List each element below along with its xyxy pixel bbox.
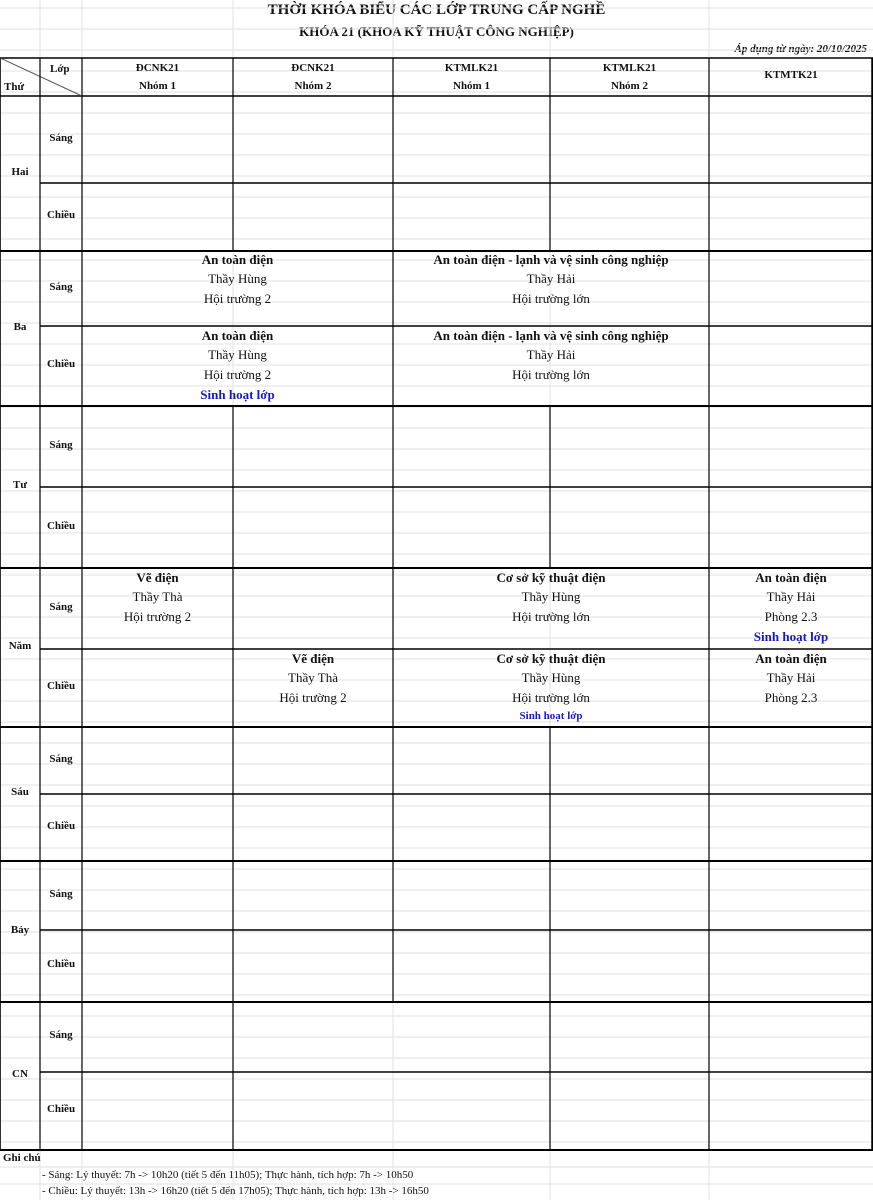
subject-nam_chieu_ktml: Cơ sở kỹ thuật điện [496,651,606,666]
subject-nam_sang_ktml: Cơ sở kỹ thuật điện [496,570,606,585]
teacher-nam_chieu_dcn2: Thầy Thà [288,670,338,685]
day-label-cn: CN [12,1068,28,1080]
subject-ba_sang_dcn: An toàn điện [201,252,274,267]
day-label-sau: Sáu [11,786,29,798]
room-nam_chieu_ktmt: Phòng 2.3 [764,690,818,705]
notes-line-afternoon: - Chiều: Lý thuyết: 13h -> 16h20 (tiết 5 đến 17h05); Thực hành, tích hợp: 13h -> 16h50 [42,1185,429,1197]
class-group-3: Nhóm 1 [453,80,490,92]
header-class-label: Lớp [50,63,70,75]
room-ba_chieu_dcn: Hội trường 2 [203,367,272,382]
session-afternoon-tu: Chiều [46,519,76,532]
session-morning-nam: Sáng [49,600,73,613]
header-day-label: Thứ [4,81,25,93]
teacher-ba_chieu_ktml: Thầy Hải [526,347,576,362]
room-nam_sang_ktmt: Phòng 2.3 [764,609,818,624]
teacher-ba_sang_dcn: Thầy Hùng [208,271,267,286]
room-nam_sang_ktml: Hội trường lớn [512,609,590,624]
subject-nam_sang_ktmt: An toàn điện [755,570,827,585]
session-afternoon-sau: Chiều [46,819,76,832]
teacher-ba_chieu_dcn: Thầy Hùng [208,347,267,362]
notes-heading: Ghi chú [3,1152,41,1164]
page-subtitle: KHÓA 21 (KHOA KỸ THUẬT CÔNG NGHIỆP) [299,24,574,39]
class-meeting-nam_sang_ktmt: Sinh hoạt lớp [753,629,829,644]
teacher-nam_sang_ktml: Thầy Hùng [521,589,581,604]
class-header-4: KTMLK21 [602,62,657,74]
session-afternoon-ba: Chiều [46,358,76,370]
session-morning-sau: Sáng [49,752,73,765]
class-header-2: ĐCNK21 [291,62,335,74]
class-meeting-nam_chieu_ktml: Sinh hoạt lớp [519,710,583,722]
room-ba_sang_dcn: Hội trường 2 [203,291,272,306]
notes-line-morning: - Sáng: Lý thuyết: 7h -> 10h20 (tiết 5 đến 11h05); Thực hành, tích hợp: 7h -> 10h50 [42,1169,414,1181]
session-morning-bay: Sáng [49,887,73,900]
room-nam_chieu_ktml: Hội trường lớn [512,690,590,705]
session-afternoon-cn: Chiều [46,1103,76,1115]
session-morning-hai: Sáng [49,131,73,144]
teacher-nam_chieu_ktmt: Thầy Hải [766,670,816,685]
session-morning-ba: Sáng [49,280,73,293]
class-group-2: Nhóm 2 [294,80,332,92]
teacher-nam_chieu_ktml: Thầy Hùng [521,670,581,685]
room-nam_sang_dcn1: Hội trường 2 [123,609,192,624]
room-ba_sang_ktml: Hội trường lớn [512,291,590,306]
session-morning-tu: Sáng [49,438,73,451]
subject-ba_sang_ktml: An toàn điện - lạnh và vệ sinh công nghiệp [433,252,669,267]
session-afternoon-bay: Chiều [46,958,76,970]
teacher-nam_sang_dcn1: Thầy Thà [132,589,183,604]
day-label-bay: Bảy [10,923,30,936]
session-afternoon-nam: Chiều [46,680,76,692]
day-label-hai: Hai [11,165,29,178]
class-group-4: Nhóm 2 [611,80,648,92]
session-afternoon-hai: Chiều [46,209,76,221]
day-label-ba: Ba [13,320,27,333]
room-ba_chieu_ktml: Hội trường lớn [512,367,590,382]
class-header-3: KTMLK21 [444,62,499,74]
subject-ba_chieu_dcn: An toàn điện [201,328,274,343]
session-morning-cn: Sáng [49,1029,73,1041]
subject-nam_chieu_ktmt: An toàn điện [755,651,827,666]
applied-date: Áp dụng từ ngày: 20/10/2025 [734,43,867,55]
class-group-1: Nhóm 1 [139,80,176,92]
day-label-nam: Năm [8,639,32,652]
page-title: THỜI KHÓA BIỂU CÁC LỚP TRUNG CẤP NGHỀ [267,2,606,18]
room-nam_chieu_dcn2: Hội trường 2 [279,690,347,705]
class-header-5: KTMTK21 [764,69,818,81]
day-label-tu: Tư [13,479,27,491]
subject-ba_chieu_ktml: An toàn điện - lạnh và vệ sinh công nghiệp [433,328,669,343]
subject-nam_chieu_dcn2: Vẽ điện [291,651,335,666]
teacher-ba_sang_ktml: Thầy Hải [526,271,576,286]
subject-nam_sang_dcn1: Vẽ điện [136,570,179,585]
class-header-1: ĐCNK21 [135,62,180,74]
teacher-nam_sang_ktmt: Thầy Hải [766,589,816,604]
class-meeting-ba_chieu_dcn: Sinh hoạt lớp [200,387,275,402]
